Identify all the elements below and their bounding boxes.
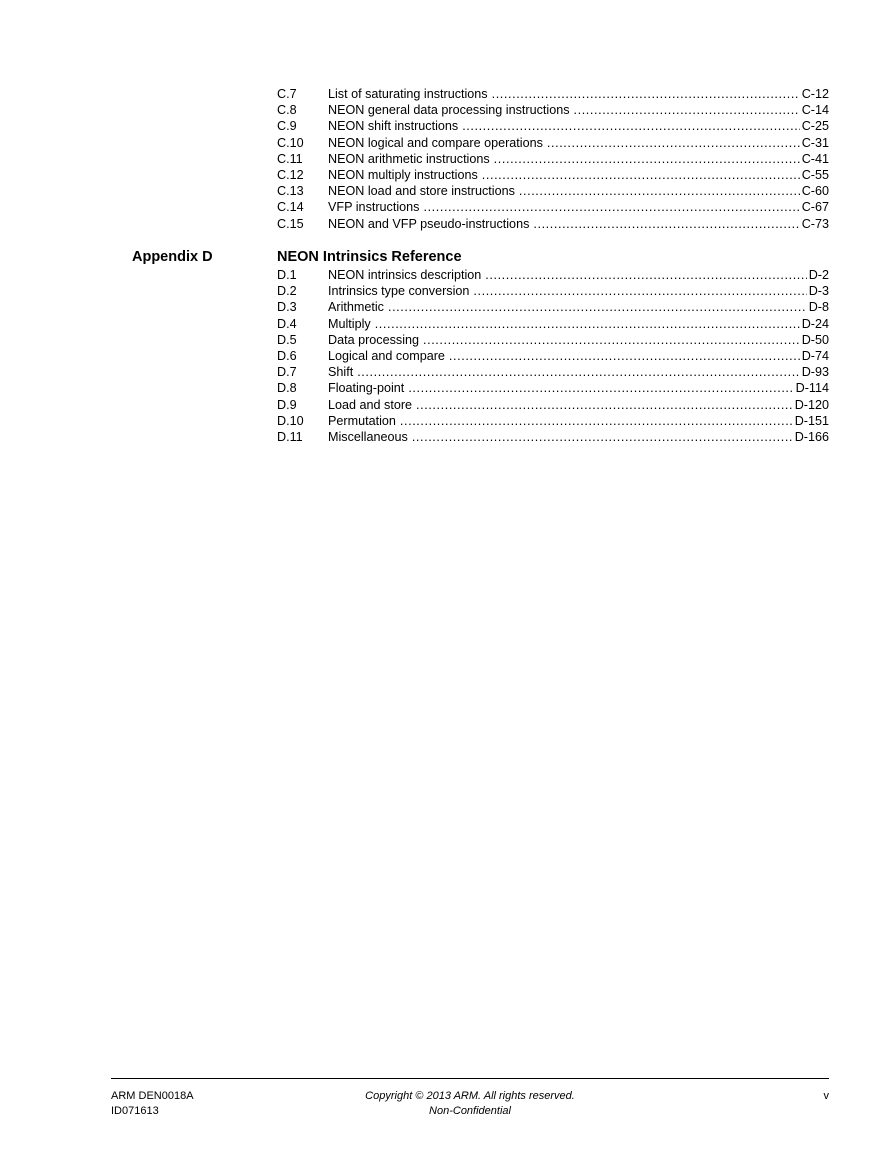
toc-leader-dots: [423, 332, 800, 348]
toc-entry-number: D.2: [277, 284, 297, 299]
toc-entry-number: D.5: [277, 332, 297, 347]
toc-leader-dots: [574, 102, 800, 118]
toc-entry-title: NEON logical and compare operations: [328, 135, 543, 150]
toc-entry-page: C-67: [801, 200, 829, 215]
toc-entry-number: C.11: [277, 151, 303, 166]
toc-entry-page: D-24: [801, 316, 829, 331]
toc-entry-number: D.7: [277, 365, 297, 380]
toc-leader-dots: [482, 167, 800, 183]
toc-leader-dots: [375, 316, 800, 332]
toc-entry-page: D-3: [808, 284, 829, 299]
toc-entry-number: D.9: [277, 397, 297, 412]
toc-entry-number: C.14: [277, 200, 304, 215]
toc-entry-title: Data processing: [328, 332, 420, 347]
appendix-title[interactable]: NEON Intrinsics Reference: [277, 249, 462, 265]
toc-entry-number: D.11: [277, 429, 303, 444]
toc-leader-dots: [423, 199, 799, 215]
toc-entry-number: D.8: [277, 381, 297, 396]
footer-page-number: v: [823, 1090, 829, 1102]
toc-section-c: [277, 86, 829, 232]
toc-entry-page: C-41: [801, 151, 829, 166]
toc-entry[interactable]: [277, 348, 829, 364]
toc-entry-title: NEON intrinsics description: [328, 268, 482, 282]
toc-entry-page: C-25: [801, 119, 829, 134]
toc-entry-page: D-8: [808, 300, 829, 315]
toc-entry-number: C.13: [277, 184, 304, 199]
toc-entry-title: Logical and compare: [328, 348, 445, 363]
toc-entry-page: D-74: [801, 348, 829, 363]
toc-entry-title: NEON load and store instructions: [328, 184, 515, 199]
toc-entry[interactable]: [277, 183, 829, 199]
toc-leader-dots: [388, 299, 807, 315]
toc-entry[interactable]: [277, 429, 829, 445]
toc-entry-number: C.12: [277, 167, 304, 182]
toc-entry[interactable]: [277, 102, 829, 118]
toc-leader-dots: [519, 183, 800, 199]
toc-entry[interactable]: [277, 299, 829, 315]
toc-entry-page: C-60: [801, 184, 829, 199]
toc-entry-page: D-2: [808, 268, 829, 282]
toc-entry-page: C-12: [801, 87, 829, 101]
toc-entry-page: D-50: [801, 332, 829, 347]
toc-entry-title: Arithmetic: [328, 300, 384, 315]
toc-entry-page: C-73: [801, 216, 829, 231]
toc-leader-dots: [547, 135, 800, 151]
toc-leader-dots: [400, 413, 793, 429]
toc-entry-title: Shift: [328, 365, 354, 380]
toc-entry-number: C.15: [277, 216, 304, 231]
toc-section-d: [277, 267, 829, 445]
toc-entry-page: D-114: [795, 381, 829, 396]
toc-entry-number: D.4: [277, 316, 297, 331]
toc-entry-page: D-166: [794, 429, 829, 444]
toc-entry[interactable]: [277, 151, 829, 167]
toc-entry-title: Floating-point: [328, 381, 405, 396]
toc-leader-dots: [485, 267, 806, 283]
toc-entry[interactable]: [277, 118, 829, 134]
toc-entry-title: Miscellaneous: [328, 429, 408, 444]
toc-entry[interactable]: [277, 216, 829, 232]
toc-entry-title: NEON general data processing instructions: [328, 103, 570, 118]
footer-legal: [300, 1089, 640, 1119]
toc-entry-page: D-120: [794, 397, 829, 412]
toc-entry-number: D.6: [277, 348, 297, 363]
toc-entry-title: Multiply: [328, 316, 371, 331]
toc-entry-number: C.9: [277, 119, 297, 134]
toc-entry-number: D.10: [277, 413, 304, 428]
toc-entry[interactable]: [277, 397, 829, 413]
toc-entry-title: Intrinsics type conversion: [328, 284, 470, 299]
toc-leader-dots: [408, 380, 793, 396]
footer-doc-info: [111, 1089, 194, 1119]
toc-entry-page: D-93: [801, 365, 829, 380]
toc-entry-title: NEON arithmetic instructions: [328, 151, 490, 166]
toc-entry[interactable]: [277, 332, 829, 348]
footer-doc-id: ARM DEN0018A: [111, 1090, 194, 1102]
toc-entry[interactable]: [277, 316, 829, 332]
toc-entry-page: C-14: [801, 103, 829, 118]
toc-leader-dots: [449, 348, 800, 364]
footer-copyright: Copyright © 2013 ARM. All rights reserved.: [365, 1090, 575, 1102]
toc-entry[interactable]: [277, 267, 829, 283]
toc-entry[interactable]: [277, 364, 829, 380]
toc-entry-page: C-31: [801, 135, 829, 150]
toc-entry-title: VFP instructions: [328, 200, 420, 215]
footer-confidentiality: Non-Confidential: [429, 1105, 511, 1117]
toc-entry-title: List of saturating instructions: [328, 87, 488, 101]
toc-entry-title: Load and store: [328, 397, 413, 412]
toc-entry-number: D.3: [277, 300, 297, 315]
toc-entry-title: NEON multiply instructions: [328, 167, 478, 182]
toc-entry-number: C.8: [277, 103, 297, 118]
toc-leader-dots: [357, 364, 800, 380]
toc-entry-title: NEON shift instructions: [328, 119, 459, 134]
footer-doc-rev: ID071613: [111, 1105, 159, 1117]
toc-leader-dots: [462, 118, 800, 134]
toc-leader-dots: [492, 86, 800, 102]
toc-entry[interactable]: [277, 167, 829, 183]
appendix-label: Appendix D: [132, 249, 213, 265]
toc-leader-dots: [473, 283, 806, 299]
toc-entry[interactable]: [277, 283, 829, 299]
toc-entry-number: C.7: [277, 87, 297, 101]
toc-entry[interactable]: [277, 86, 829, 102]
toc-entry-page: D-151: [794, 413, 829, 428]
toc-entry-title: Permutation: [328, 413, 396, 428]
toc-leader-dots: [494, 151, 800, 167]
toc-leader-dots: [533, 216, 799, 232]
footer-divider: [111, 1078, 829, 1079]
toc-entry-page: C-55: [801, 167, 829, 182]
toc-entry[interactable]: [277, 135, 829, 151]
toc-entry[interactable]: [277, 413, 829, 429]
toc-entry-title: NEON and VFP pseudo-instructions: [328, 216, 530, 231]
toc-entry-number: D.1: [277, 268, 297, 282]
toc-leader-dots: [416, 397, 793, 413]
toc-entry[interactable]: [277, 199, 829, 215]
toc-entry-number: C.10: [277, 135, 304, 150]
toc-leader-dots: [412, 429, 793, 445]
toc-entry[interactable]: [277, 380, 829, 396]
